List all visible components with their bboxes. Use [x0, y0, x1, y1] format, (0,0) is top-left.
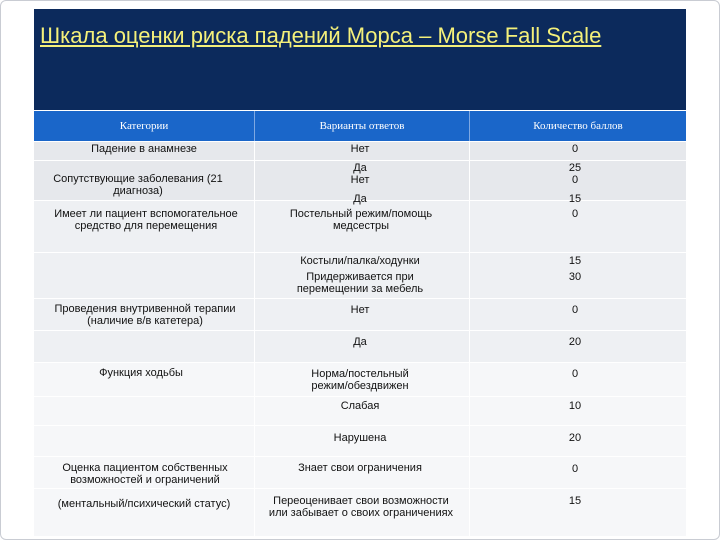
answer-cell: Постельный режим/помощь медсестры: [289, 208, 433, 232]
row-separator: [34, 252, 686, 253]
row-separator: [34, 330, 686, 331]
category-cell: Функция ходьбы: [99, 367, 183, 379]
header-points: Количество баллов: [533, 120, 623, 132]
row-separator: [34, 488, 686, 489]
category-cell: Проведения внутривенной терапии (наличие в/в катетера): [54, 303, 236, 327]
points-cell: 15: [568, 495, 582, 507]
row-separator: [34, 456, 686, 457]
row-separator: [34, 425, 686, 426]
answer-cell: Нарушена: [333, 432, 387, 444]
row-separator: [34, 396, 686, 397]
row-separator: [34, 362, 686, 363]
table-header: [34, 111, 686, 141]
category-cell: Оценка пациентом собственных возможностей и ограничений: [62, 462, 228, 486]
points-cell: 15: [568, 193, 582, 205]
answer-cell: Нет: [350, 304, 370, 316]
points-cell: 0: [571, 143, 579, 155]
answer-cell: Да: [353, 162, 367, 174]
header-category: Категории: [119, 120, 169, 132]
category-cell: Имеет ли пациент вспомогательное средство для перемещения: [54, 208, 238, 232]
points-cell: 25: [568, 162, 582, 174]
points-cell: 30: [568, 271, 582, 283]
answer-cell: Да: [353, 336, 367, 348]
answer-cell: Переоценивает свои возможности или забывает о своих ограничениях: [268, 495, 454, 519]
answer-cell: Костыли/палка/ходунки: [300, 255, 420, 267]
points-cell: 15: [568, 255, 582, 267]
points-cell: 0: [571, 208, 579, 220]
points-cell: 20: [568, 432, 582, 444]
answer-cell: Нет: [350, 174, 370, 186]
points-cell: 0: [571, 174, 579, 186]
points-cell: 0: [571, 463, 579, 475]
answer-cell: Слабая: [340, 400, 380, 412]
row-separator: [34, 160, 686, 161]
title-band: [34, 9, 686, 110]
points-cell: 0: [571, 368, 579, 380]
category-cell: Сопутствующие заболевания (21 диагноза): [53, 173, 223, 197]
category-cell: Падение в анамнезе: [91, 143, 197, 155]
header-answers: Варианты ответов: [319, 120, 405, 132]
points-cell: 20: [568, 336, 582, 348]
category-cell: (ментальный/психический статус): [57, 498, 231, 510]
points-cell: 0: [571, 304, 579, 316]
slide-title: Шкала оценки риска падений Морса – Morse Fall Scale: [40, 23, 602, 48]
answer-cell: Нет: [350, 143, 370, 155]
answer-cell: Норма/постельный режим/обездвижен: [311, 368, 409, 392]
points-cell: 10: [568, 400, 582, 412]
row-separator: [34, 298, 686, 299]
answer-cell: Знает свои ограничения: [298, 462, 422, 474]
answer-cell: Да: [353, 193, 367, 205]
answer-cell: Придерживается при перемещении за мебель: [296, 271, 424, 295]
